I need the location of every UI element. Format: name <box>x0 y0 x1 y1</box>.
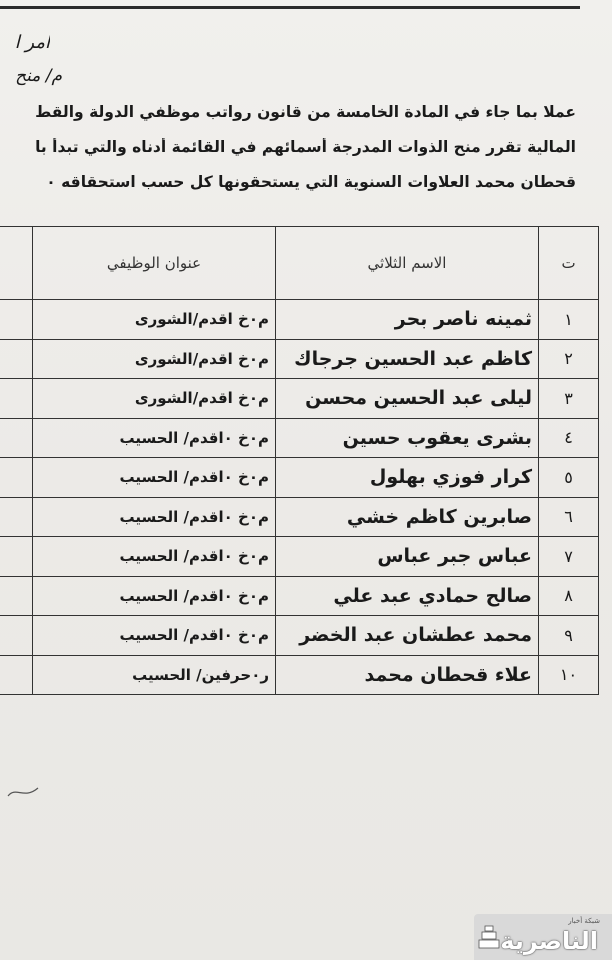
row-number: ٧ <box>539 537 599 577</box>
row-name: ثمينه ناصر بحر <box>276 300 539 340</box>
row-extra <box>0 576 33 616</box>
order-heading: امر ا <box>14 32 50 53</box>
row-extra <box>0 616 33 656</box>
row-extra <box>0 655 33 695</box>
table-row <box>0 379 599 419</box>
header-name: الاسم الثلاثي <box>276 227 539 300</box>
row-name: عباس جبر عباس <box>276 537 539 577</box>
row-name: بشرى يعقوب حسين <box>276 418 539 458</box>
row-title: م٠خ ٠اقدم/ الحسيب <box>33 458 276 498</box>
row-title: م٠خ اقدم/الشورى <box>33 379 276 419</box>
watermark-logo <box>474 914 612 960</box>
row-name: صابرين كاظم خشي <box>276 497 539 537</box>
table-row <box>0 418 599 458</box>
table-row <box>0 616 599 656</box>
row-extra <box>0 339 33 379</box>
row-title: م٠خ ٠اقدم/ الحسيب <box>33 616 276 656</box>
row-name: كرار فوزي بهلول <box>276 458 539 498</box>
row-extra <box>0 458 33 498</box>
header-number: ت <box>539 227 599 300</box>
top-rule <box>0 6 580 9</box>
row-title: م٠خ ٠اقدم/ الحسيب <box>33 537 276 577</box>
employee-table <box>0 226 599 695</box>
header-title: عنوان الوظيفي <box>33 227 276 300</box>
row-number: ١٠ <box>539 655 599 695</box>
row-extra <box>0 379 33 419</box>
table-row <box>0 458 599 498</box>
table-row <box>0 497 599 537</box>
ziggurat-icon <box>478 924 500 950</box>
row-number: ٣ <box>539 379 599 419</box>
row-title: م٠خ اقدم/الشورى <box>33 339 276 379</box>
row-number: ٢ <box>539 339 599 379</box>
row-name: ليلى عبد الحسين محسن <box>276 379 539 419</box>
body-line-3: قحطان محمد العلاوات السنوية التي يستحقونها كل حسب استحقاقه ٠ <box>46 173 576 191</box>
header-extra <box>0 227 33 300</box>
row-title: م٠خ ٠اقدم/ الحسيب <box>33 497 276 537</box>
row-name: علاء قحطان محمد <box>276 655 539 695</box>
table-row <box>0 537 599 577</box>
table-row <box>0 300 599 340</box>
row-title: ر٠حرفين/ الحسيب <box>33 655 276 695</box>
row-extra <box>0 497 33 537</box>
pen-mark-icon <box>6 782 40 802</box>
body-line-1: عملا بما جاء في المادة الخامسة من قانون رواتب موظفي الدولة والقط <box>35 103 576 121</box>
row-number: ٤ <box>539 418 599 458</box>
table-row <box>0 339 599 379</box>
row-number: ٨ <box>539 576 599 616</box>
row-extra <box>0 537 33 577</box>
row-number: ٥ <box>539 458 599 498</box>
row-title: م٠خ ٠اقدم/ الحسيب <box>33 576 276 616</box>
row-number: ٩ <box>539 616 599 656</box>
row-extra <box>0 418 33 458</box>
row-name: صالح حمادي عبد علي <box>276 576 539 616</box>
row-name: كاظم عبد الحسين جرجاك <box>276 339 539 379</box>
row-title: م٠خ اقدم/الشورى <box>33 300 276 340</box>
table-row <box>0 655 599 695</box>
row-extra <box>0 300 33 340</box>
table-header-row <box>0 227 599 300</box>
row-title: م٠خ ٠اقدم/ الحسيب <box>33 418 276 458</box>
row-name: محمد عطشان عبد الخضر <box>276 616 539 656</box>
watermark-name: الناصرية <box>500 927 598 955</box>
watermark-tagline: شبكة أخبار <box>568 917 600 925</box>
row-number: ٦ <box>539 497 599 537</box>
subject-line: م/ منح <box>15 66 62 86</box>
table-row <box>0 576 599 616</box>
row-number: ١ <box>539 300 599 340</box>
body-line-2: المالية تقرر منح الذوات المدرجة أسمائهم في القائمة أدناه والتي تبدأ با <box>35 138 576 156</box>
